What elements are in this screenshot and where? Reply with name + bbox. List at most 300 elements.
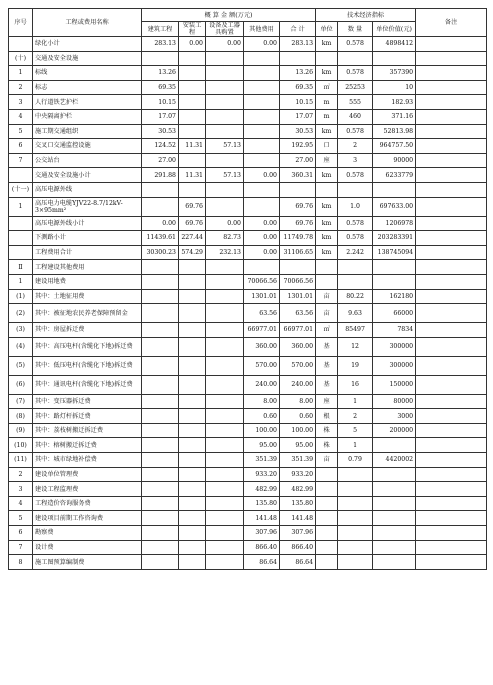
- cell-seq: 8: [9, 555, 33, 570]
- cell-unit-value: 80000: [373, 394, 416, 409]
- cell-unit-value: 6233779: [373, 168, 416, 183]
- cell-install: [179, 394, 206, 409]
- table-row: [9, 394, 487, 409]
- cell-remark: [416, 109, 487, 124]
- cell-building: [142, 511, 179, 526]
- cell-remark: [416, 511, 487, 526]
- cell-building: [142, 423, 179, 438]
- cell-total: 69.76: [280, 216, 316, 231]
- cell-seq: 5: [9, 124, 33, 139]
- cell-other: [244, 51, 280, 66]
- cell-total: 30.53: [280, 124, 316, 139]
- table-row: [9, 482, 487, 497]
- cell-unit: km: [316, 231, 338, 246]
- cell-unit: 基: [316, 356, 338, 375]
- cell-name: 绿化小计: [33, 37, 142, 52]
- cell-install: [179, 356, 206, 375]
- cell-total: 66977.01: [280, 323, 316, 338]
- cell-total: 866.40: [280, 540, 316, 555]
- cell-equipment: [206, 153, 244, 168]
- table-row: [9, 95, 487, 110]
- cell-total: 31106.65: [280, 245, 316, 260]
- cell-seq: 7: [9, 153, 33, 168]
- cell-equipment: [206, 423, 244, 438]
- cell-other: 0.00: [244, 37, 280, 52]
- cell-remark: [416, 289, 487, 304]
- cell-other: 66977.01: [244, 323, 280, 338]
- cell-building: [142, 482, 179, 497]
- cell-equipment: 57.13: [206, 139, 244, 154]
- cell-qty: [338, 555, 373, 570]
- cell-name: 其中：低压电杆(含缆化下地)拆迁费: [33, 356, 142, 375]
- cell-equipment: [206, 438, 244, 453]
- cell-unit-value: 300000: [373, 356, 416, 375]
- cell-name: 勘察费: [33, 526, 142, 541]
- cell-qty: 9.63: [338, 304, 373, 323]
- cell-unit-value: [373, 467, 416, 482]
- cell-seq: (8): [9, 409, 33, 424]
- cell-seq: (3): [9, 323, 33, 338]
- cell-remark: [416, 467, 487, 482]
- cell-equipment: [206, 197, 244, 216]
- cell-remark: [416, 51, 487, 66]
- cell-other: 95.00: [244, 438, 280, 453]
- cell-total: 360.00: [280, 337, 316, 356]
- cell-qty: [338, 467, 373, 482]
- cell-unit: 根: [316, 409, 338, 424]
- cell-qty: 460: [338, 109, 373, 124]
- table-row: [9, 216, 487, 231]
- table-body: [9, 37, 487, 570]
- cell-qty: [338, 511, 373, 526]
- cell-unit-value: 150000: [373, 375, 416, 394]
- cell-building: [142, 526, 179, 541]
- cell-building: 69.35: [142, 80, 179, 95]
- cell-seq: [9, 216, 33, 231]
- cell-equipment: [206, 124, 244, 139]
- table-row: [9, 231, 487, 246]
- cell-name: 其中：被征地农民养老保障预留金: [33, 304, 142, 323]
- cell-other: [244, 66, 280, 81]
- cell-install: 227.44: [179, 231, 206, 246]
- table-row: [9, 526, 487, 541]
- cell-name: 建设工程监理费: [33, 482, 142, 497]
- cell-equipment: [206, 453, 244, 468]
- cell-other: 0.00: [244, 168, 280, 183]
- cell-remark: [416, 182, 487, 197]
- cell-unit: km: [316, 216, 338, 231]
- cell-qty: 2.242: [338, 245, 373, 260]
- cell-equipment: 0.00: [206, 216, 244, 231]
- cell-building: 10.15: [142, 95, 179, 110]
- cell-remark: [416, 540, 487, 555]
- header-unit: 单位: [316, 22, 338, 37]
- cell-name: 标志: [33, 80, 142, 95]
- cell-qty: 2: [338, 409, 373, 424]
- cell-building: [142, 394, 179, 409]
- cell-unit-value: 90000: [373, 153, 416, 168]
- table-row: [9, 453, 487, 468]
- cell-unit: [316, 496, 338, 511]
- cell-seq: 3: [9, 95, 33, 110]
- cell-install: [179, 260, 206, 275]
- cell-unit: km: [316, 168, 338, 183]
- cell-name: 其中：路灯杆拆迁费: [33, 409, 142, 424]
- cell-qty: [338, 182, 373, 197]
- cell-remark: [416, 323, 487, 338]
- cell-unit: [316, 467, 338, 482]
- cell-other: 1301.01: [244, 289, 280, 304]
- cell-equipment: [206, 66, 244, 81]
- cell-install: [179, 51, 206, 66]
- cell-building: [142, 274, 179, 289]
- cell-total: 69.35: [280, 80, 316, 95]
- cell-total: 135.80: [280, 496, 316, 511]
- cell-total: 63.56: [280, 304, 316, 323]
- cell-unit: 亩: [316, 289, 338, 304]
- cell-total: 69.76: [280, 197, 316, 216]
- cell-building: [142, 356, 179, 375]
- cell-qty: 0.578: [338, 231, 373, 246]
- table-row: [9, 274, 487, 289]
- header-qty: 数 量: [338, 22, 373, 37]
- cell-seq: (11): [9, 453, 33, 468]
- cell-install: [179, 66, 206, 81]
- cell-install: [179, 323, 206, 338]
- cell-qty: 0.578: [338, 124, 373, 139]
- cell-name: 交通及安全设施小计: [33, 168, 142, 183]
- cell-unit-value: 182.93: [373, 95, 416, 110]
- cell-seq: 4: [9, 109, 33, 124]
- cell-other: [244, 80, 280, 95]
- cell-unit-value: 4898412: [373, 37, 416, 52]
- cell-qty: [338, 260, 373, 275]
- cell-seq: Ⅱ: [9, 260, 33, 275]
- cell-other: 135.80: [244, 496, 280, 511]
- table-row: [9, 467, 487, 482]
- cell-building: [142, 197, 179, 216]
- cell-seq: (7): [9, 394, 33, 409]
- cell-other: 933.20: [244, 467, 280, 482]
- cell-equipment: [206, 409, 244, 424]
- cell-remark: [416, 274, 487, 289]
- cell-name: 标线: [33, 66, 142, 81]
- cell-total: 192.95: [280, 139, 316, 154]
- cell-unit: 亩: [316, 453, 338, 468]
- cell-equipment: [206, 260, 244, 275]
- cell-remark: [416, 66, 487, 81]
- cell-remark: [416, 139, 487, 154]
- cell-install: [179, 182, 206, 197]
- cell-name: 其中：高压电杆(含缆化下地)拆迁费: [33, 337, 142, 356]
- cell-unit: km: [316, 245, 338, 260]
- table-row: [9, 124, 487, 139]
- cell-total: 351.39: [280, 453, 316, 468]
- table-row: [9, 139, 487, 154]
- cell-equipment: 232.13: [206, 245, 244, 260]
- cell-unit-value: 371.16: [373, 109, 416, 124]
- cell-name: 工程费用合计: [33, 245, 142, 260]
- cell-building: [142, 467, 179, 482]
- cell-total: [280, 182, 316, 197]
- cost-estimate-table: [8, 8, 487, 570]
- cell-unit: 株: [316, 438, 338, 453]
- cell-other: 141.48: [244, 511, 280, 526]
- cell-qty: [338, 274, 373, 289]
- cell-seq: 5: [9, 511, 33, 526]
- cell-unit-value: 300000: [373, 337, 416, 356]
- cell-unit-value: 66000: [373, 304, 416, 323]
- cell-qty: 19: [338, 356, 373, 375]
- cell-name: 交叉口交通监控设施: [33, 139, 142, 154]
- cell-unit: m: [316, 109, 338, 124]
- cell-building: [142, 337, 179, 356]
- cell-qty: [338, 526, 373, 541]
- cell-equipment: [206, 540, 244, 555]
- cell-other: [244, 182, 280, 197]
- cell-seq: [9, 37, 33, 52]
- cell-total: 10.15: [280, 95, 316, 110]
- cell-unit-value: [373, 182, 416, 197]
- cell-other: 0.00: [244, 245, 280, 260]
- cell-name: 高压电力电缆YJV22-8.7/12kV-3×95mm²: [33, 197, 142, 216]
- cell-install: [179, 496, 206, 511]
- cell-seq: (6): [9, 375, 33, 394]
- cell-name: 建设用地费: [33, 274, 142, 289]
- cell-unit-value: 7834: [373, 323, 416, 338]
- cell-remark: [416, 37, 487, 52]
- cell-unit: 座: [316, 394, 338, 409]
- estimate-table-page: [8, 8, 486, 570]
- cell-other: [244, 124, 280, 139]
- cell-unit: 座: [316, 153, 338, 168]
- cell-total: 240.00: [280, 375, 316, 394]
- header-estimate-group: 概 算 金 额(万元): [142, 9, 316, 22]
- cell-remark: [416, 337, 487, 356]
- cell-unit: [316, 555, 338, 570]
- cell-qty: 1: [338, 438, 373, 453]
- header-other: 其他费用: [244, 22, 280, 37]
- cell-seq: (4): [9, 337, 33, 356]
- table-header: [9, 9, 487, 37]
- cell-unit-value: [373, 526, 416, 541]
- cell-unit-value: [373, 555, 416, 570]
- cell-unit: ㎡: [316, 80, 338, 95]
- cell-install: [179, 526, 206, 541]
- cell-remark: [416, 555, 487, 570]
- cell-total: 360.31: [280, 168, 316, 183]
- cell-install: [179, 555, 206, 570]
- cell-install: 574.29: [179, 245, 206, 260]
- cell-name: 设计费: [33, 540, 142, 555]
- cell-remark: [416, 168, 487, 183]
- cell-other: 86.64: [244, 555, 280, 570]
- table-row: [9, 37, 487, 52]
- cell-seq: (10): [9, 438, 33, 453]
- cell-unit-value: 697633.00: [373, 197, 416, 216]
- cell-building: [142, 323, 179, 338]
- cell-unit-value: 1206978: [373, 216, 416, 231]
- cell-qty: 0.578: [338, 216, 373, 231]
- cell-name: 建设项目前期工作咨询费: [33, 511, 142, 526]
- cell-building: 0.00: [142, 216, 179, 231]
- cell-equipment: [206, 467, 244, 482]
- cell-unit: 口: [316, 139, 338, 154]
- cell-remark: [416, 482, 487, 497]
- cell-building: [142, 304, 179, 323]
- cell-building: [142, 438, 179, 453]
- cell-install: [179, 467, 206, 482]
- cell-unit: 基: [316, 375, 338, 394]
- table-row: [9, 356, 487, 375]
- cell-building: [142, 409, 179, 424]
- cell-total: 13.26: [280, 66, 316, 81]
- cell-other: 100.00: [244, 423, 280, 438]
- cell-qty: 2: [338, 139, 373, 154]
- table-row: [9, 80, 487, 95]
- table-row: [9, 496, 487, 511]
- cell-building: [142, 289, 179, 304]
- cell-equipment: [206, 482, 244, 497]
- cell-name: 其中：荔枝树搬迁拆迁费: [33, 423, 142, 438]
- cell-seq: (十): [9, 51, 33, 66]
- table-row: [9, 153, 487, 168]
- cell-seq: (2): [9, 304, 33, 323]
- cell-unit-value: [373, 438, 416, 453]
- cell-qty: [338, 482, 373, 497]
- cell-equipment: [206, 337, 244, 356]
- table-row: [9, 304, 487, 323]
- cell-other: 0.60: [244, 409, 280, 424]
- cell-equipment: [206, 182, 244, 197]
- cell-install: 0.00: [179, 37, 206, 52]
- table-row: [9, 66, 487, 81]
- cell-name: 中央隔离护栏: [33, 109, 142, 124]
- cell-unit-value: 162180: [373, 289, 416, 304]
- cell-name: 施工图预算编制费: [33, 555, 142, 570]
- cell-name: 工程建设其他费用: [33, 260, 142, 275]
- cell-qty: 85497: [338, 323, 373, 338]
- cell-seq: 3: [9, 482, 33, 497]
- cell-total: 70066.56: [280, 274, 316, 289]
- cell-unit-value: 4420002: [373, 453, 416, 468]
- cell-name: 公交站台: [33, 153, 142, 168]
- cell-name: 其中：房屋拆迁费: [33, 323, 142, 338]
- cell-unit: [316, 540, 338, 555]
- cell-other: [244, 95, 280, 110]
- cell-unit-value: [373, 51, 416, 66]
- cell-install: [179, 453, 206, 468]
- cell-unit: 株: [316, 423, 338, 438]
- cell-total: 1301.01: [280, 289, 316, 304]
- cell-unit-value: [373, 260, 416, 275]
- cell-install: 69.76: [179, 216, 206, 231]
- cell-unit: km: [316, 197, 338, 216]
- cell-unit: [316, 274, 338, 289]
- table-row: [9, 511, 487, 526]
- cell-name: 高压电源外线: [33, 182, 142, 197]
- cell-install: [179, 337, 206, 356]
- cell-building: 291.88: [142, 168, 179, 183]
- cell-equipment: [206, 51, 244, 66]
- cell-remark: [416, 423, 487, 438]
- cell-seq: [9, 168, 33, 183]
- cell-remark: [416, 95, 487, 110]
- table-row: [9, 109, 487, 124]
- cell-remark: [416, 394, 487, 409]
- cell-name: 人行道铁艺护栏: [33, 95, 142, 110]
- cell-install: [179, 438, 206, 453]
- cell-qty: 5: [338, 423, 373, 438]
- cell-unit-value: [373, 496, 416, 511]
- cell-name: 其中：通讯电杆(含缆化下地)拆迁费: [33, 375, 142, 394]
- cell-seq: (9): [9, 423, 33, 438]
- cell-name: 交通及安全设施: [33, 51, 142, 66]
- cell-qty: 0.578: [338, 37, 373, 52]
- cell-remark: [416, 409, 487, 424]
- cell-total: 27.00: [280, 153, 316, 168]
- cell-total: 0.60: [280, 409, 316, 424]
- cell-remark: [416, 453, 487, 468]
- cell-equipment: [206, 289, 244, 304]
- cell-qty: [338, 540, 373, 555]
- cell-unit: [316, 51, 338, 66]
- cell-building: [142, 453, 179, 468]
- cell-total: 283.13: [280, 37, 316, 52]
- cell-unit: m: [316, 95, 338, 110]
- cell-remark: [416, 231, 487, 246]
- table-row: [9, 289, 487, 304]
- cell-unit-value: 357390: [373, 66, 416, 81]
- cell-equipment: [206, 304, 244, 323]
- cell-building: 30300.23: [142, 245, 179, 260]
- cell-total: [280, 260, 316, 275]
- cell-seq: 7: [9, 540, 33, 555]
- cell-qty: 12: [338, 337, 373, 356]
- cell-name: 其中：城市绿地补偿费: [33, 453, 142, 468]
- header-install: 安装工程: [179, 22, 206, 37]
- cell-install: 11.31: [179, 168, 206, 183]
- cell-remark: [416, 197, 487, 216]
- cell-total: 8.00: [280, 394, 316, 409]
- cell-equipment: [206, 95, 244, 110]
- header-tech-group: 技术经济指标: [316, 9, 416, 22]
- cell-name: 其中：土地征用费: [33, 289, 142, 304]
- cell-seq: (十一): [9, 182, 33, 197]
- cell-total: 933.20: [280, 467, 316, 482]
- cell-building: 11439.61: [142, 231, 179, 246]
- cell-unit-value: 138745094: [373, 245, 416, 260]
- cell-qty: [338, 51, 373, 66]
- cell-seq: 2: [9, 467, 33, 482]
- cell-install: 69.76: [179, 197, 206, 216]
- cell-unit-value: 10: [373, 80, 416, 95]
- cell-install: [179, 95, 206, 110]
- cell-seq: 1: [9, 197, 33, 216]
- cell-seq: [9, 245, 33, 260]
- cell-other: 8.00: [244, 394, 280, 409]
- cell-qty: 25253: [338, 80, 373, 95]
- table-row: [9, 540, 487, 555]
- cell-seq: 4: [9, 496, 33, 511]
- cell-building: 13.26: [142, 66, 179, 81]
- cell-name: 工程造价咨询服务费: [33, 496, 142, 511]
- cell-building: 30.53: [142, 124, 179, 139]
- table-row: [9, 260, 487, 275]
- cell-other: 240.00: [244, 375, 280, 394]
- cell-unit-value: 203283391: [373, 231, 416, 246]
- header-total: 合 计: [280, 22, 316, 37]
